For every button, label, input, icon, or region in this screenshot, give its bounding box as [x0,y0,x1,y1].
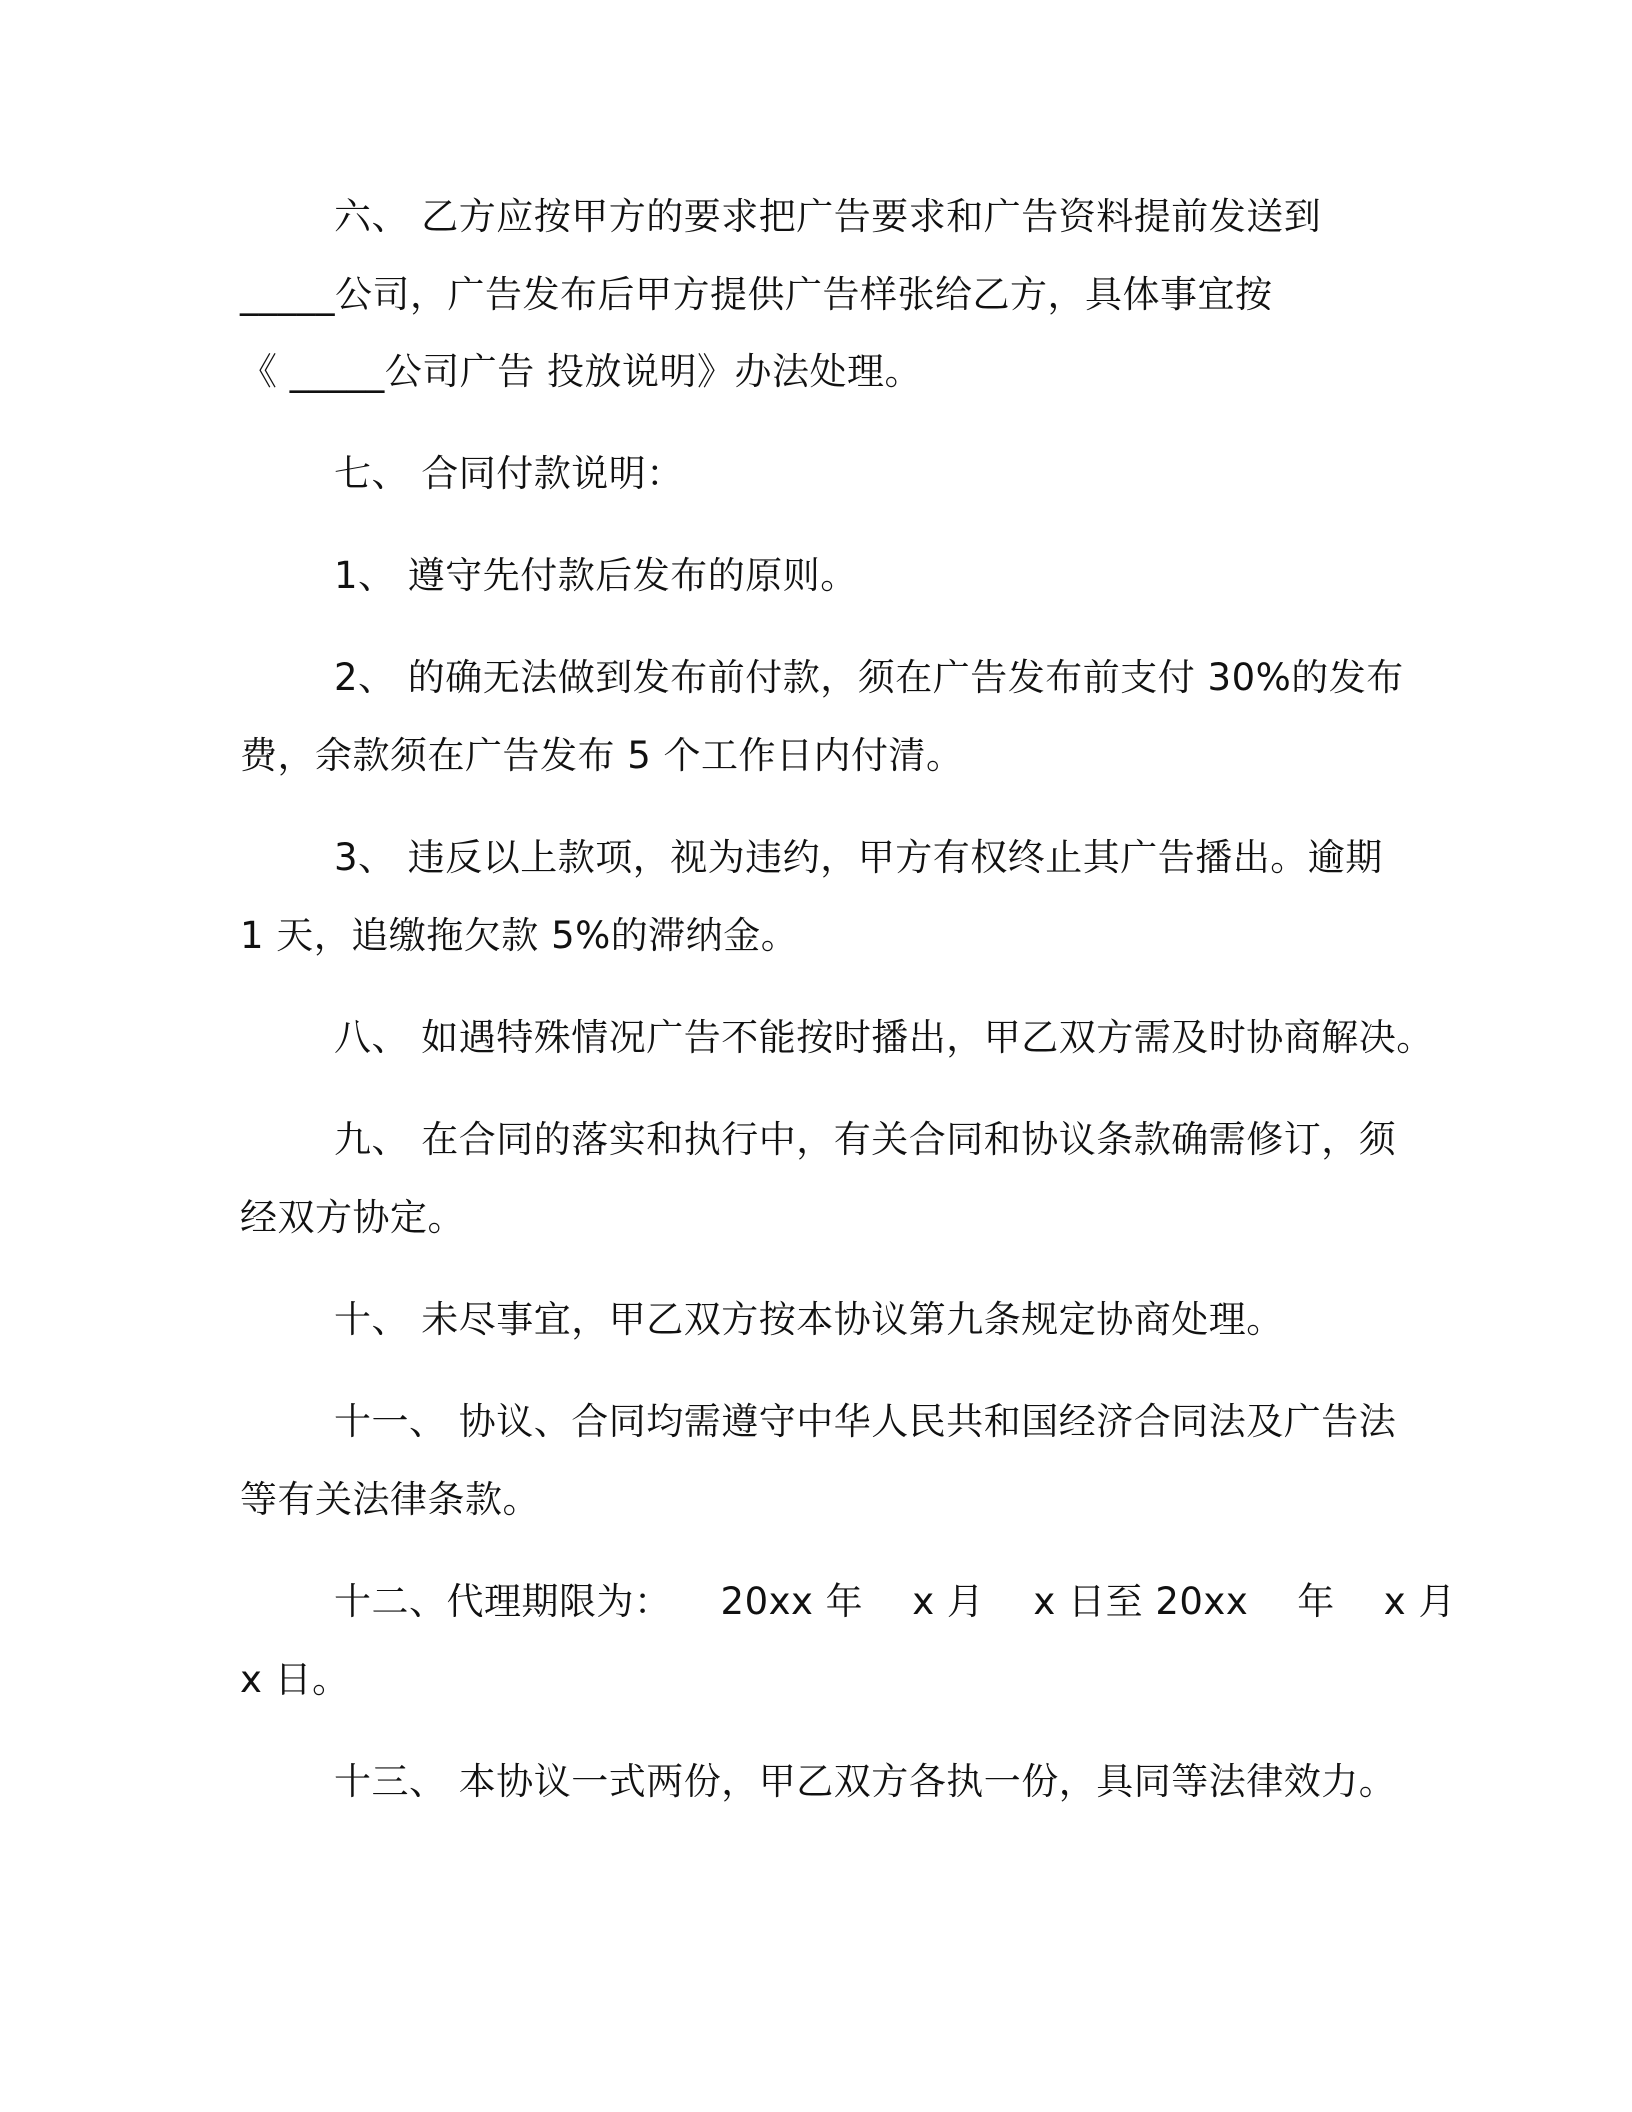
clause-7-item-1: 1、 遵守先付款后发布的原则。 [334,554,858,597]
clause-12-line-1: 十二、代理期限为： 20xx 年 x 月 x 日至 20xx 年 x 月 [334,1580,1456,1623]
clause-6-line-2: _____公司，广告发布后甲方提供广告样张给乙方，具体事宜按 [240,273,1273,316]
clause-10: 十、 未尽事宜，甲乙双方按本协议第九条规定协商处理。 [334,1298,1284,1341]
clause-11-line-1: 十一、 协议、合同均需遵守中华人民共和国经济合同法及广告法 [334,1400,1397,1443]
clause-8: 八、 如遇特殊情况广告不能按时播出，甲乙双方需及时协商解决。 [334,1016,1434,1059]
clause-7-item-3-line-2: 1 天，追缴拖欠款 5%的滞纳金。 [240,914,799,957]
clause-9-line-2: 经双方协定。 [240,1196,465,1239]
clause-12-line-2: x 日。 [240,1658,350,1701]
clause-6-line-1: 六、 乙方应按甲方的要求把广告要求和广告资料提前发送到 [334,195,1322,238]
clause-11-line-2: 等有关法律条款。 [240,1478,540,1521]
clause-6-line-3: 《 _____公司广告 投放说明》办法处理。 [240,350,923,393]
clause-7-heading: 七、 合同付款说明： [334,452,684,495]
clause-13: 十三、 本协议一式两份，甲乙双方各执一份，具同等法律效力。 [334,1760,1397,1803]
clause-9-line-1: 九、 在合同的落实和执行中，有关合同和协议条款确需修订，须 [334,1118,1397,1161]
clause-7-item-3-line-1: 3、 违反以上款项，视为违约，甲方有权终止其广告播出。逾期 [334,836,1383,879]
clause-7-item-2-line-1: 2、 的确无法做到发布前付款，须在广告发布前支付 30%的发布 [334,656,1404,699]
clause-7-item-2-line-2: 费，余款须在广告发布 5 个工作日内付清。 [240,734,964,777]
